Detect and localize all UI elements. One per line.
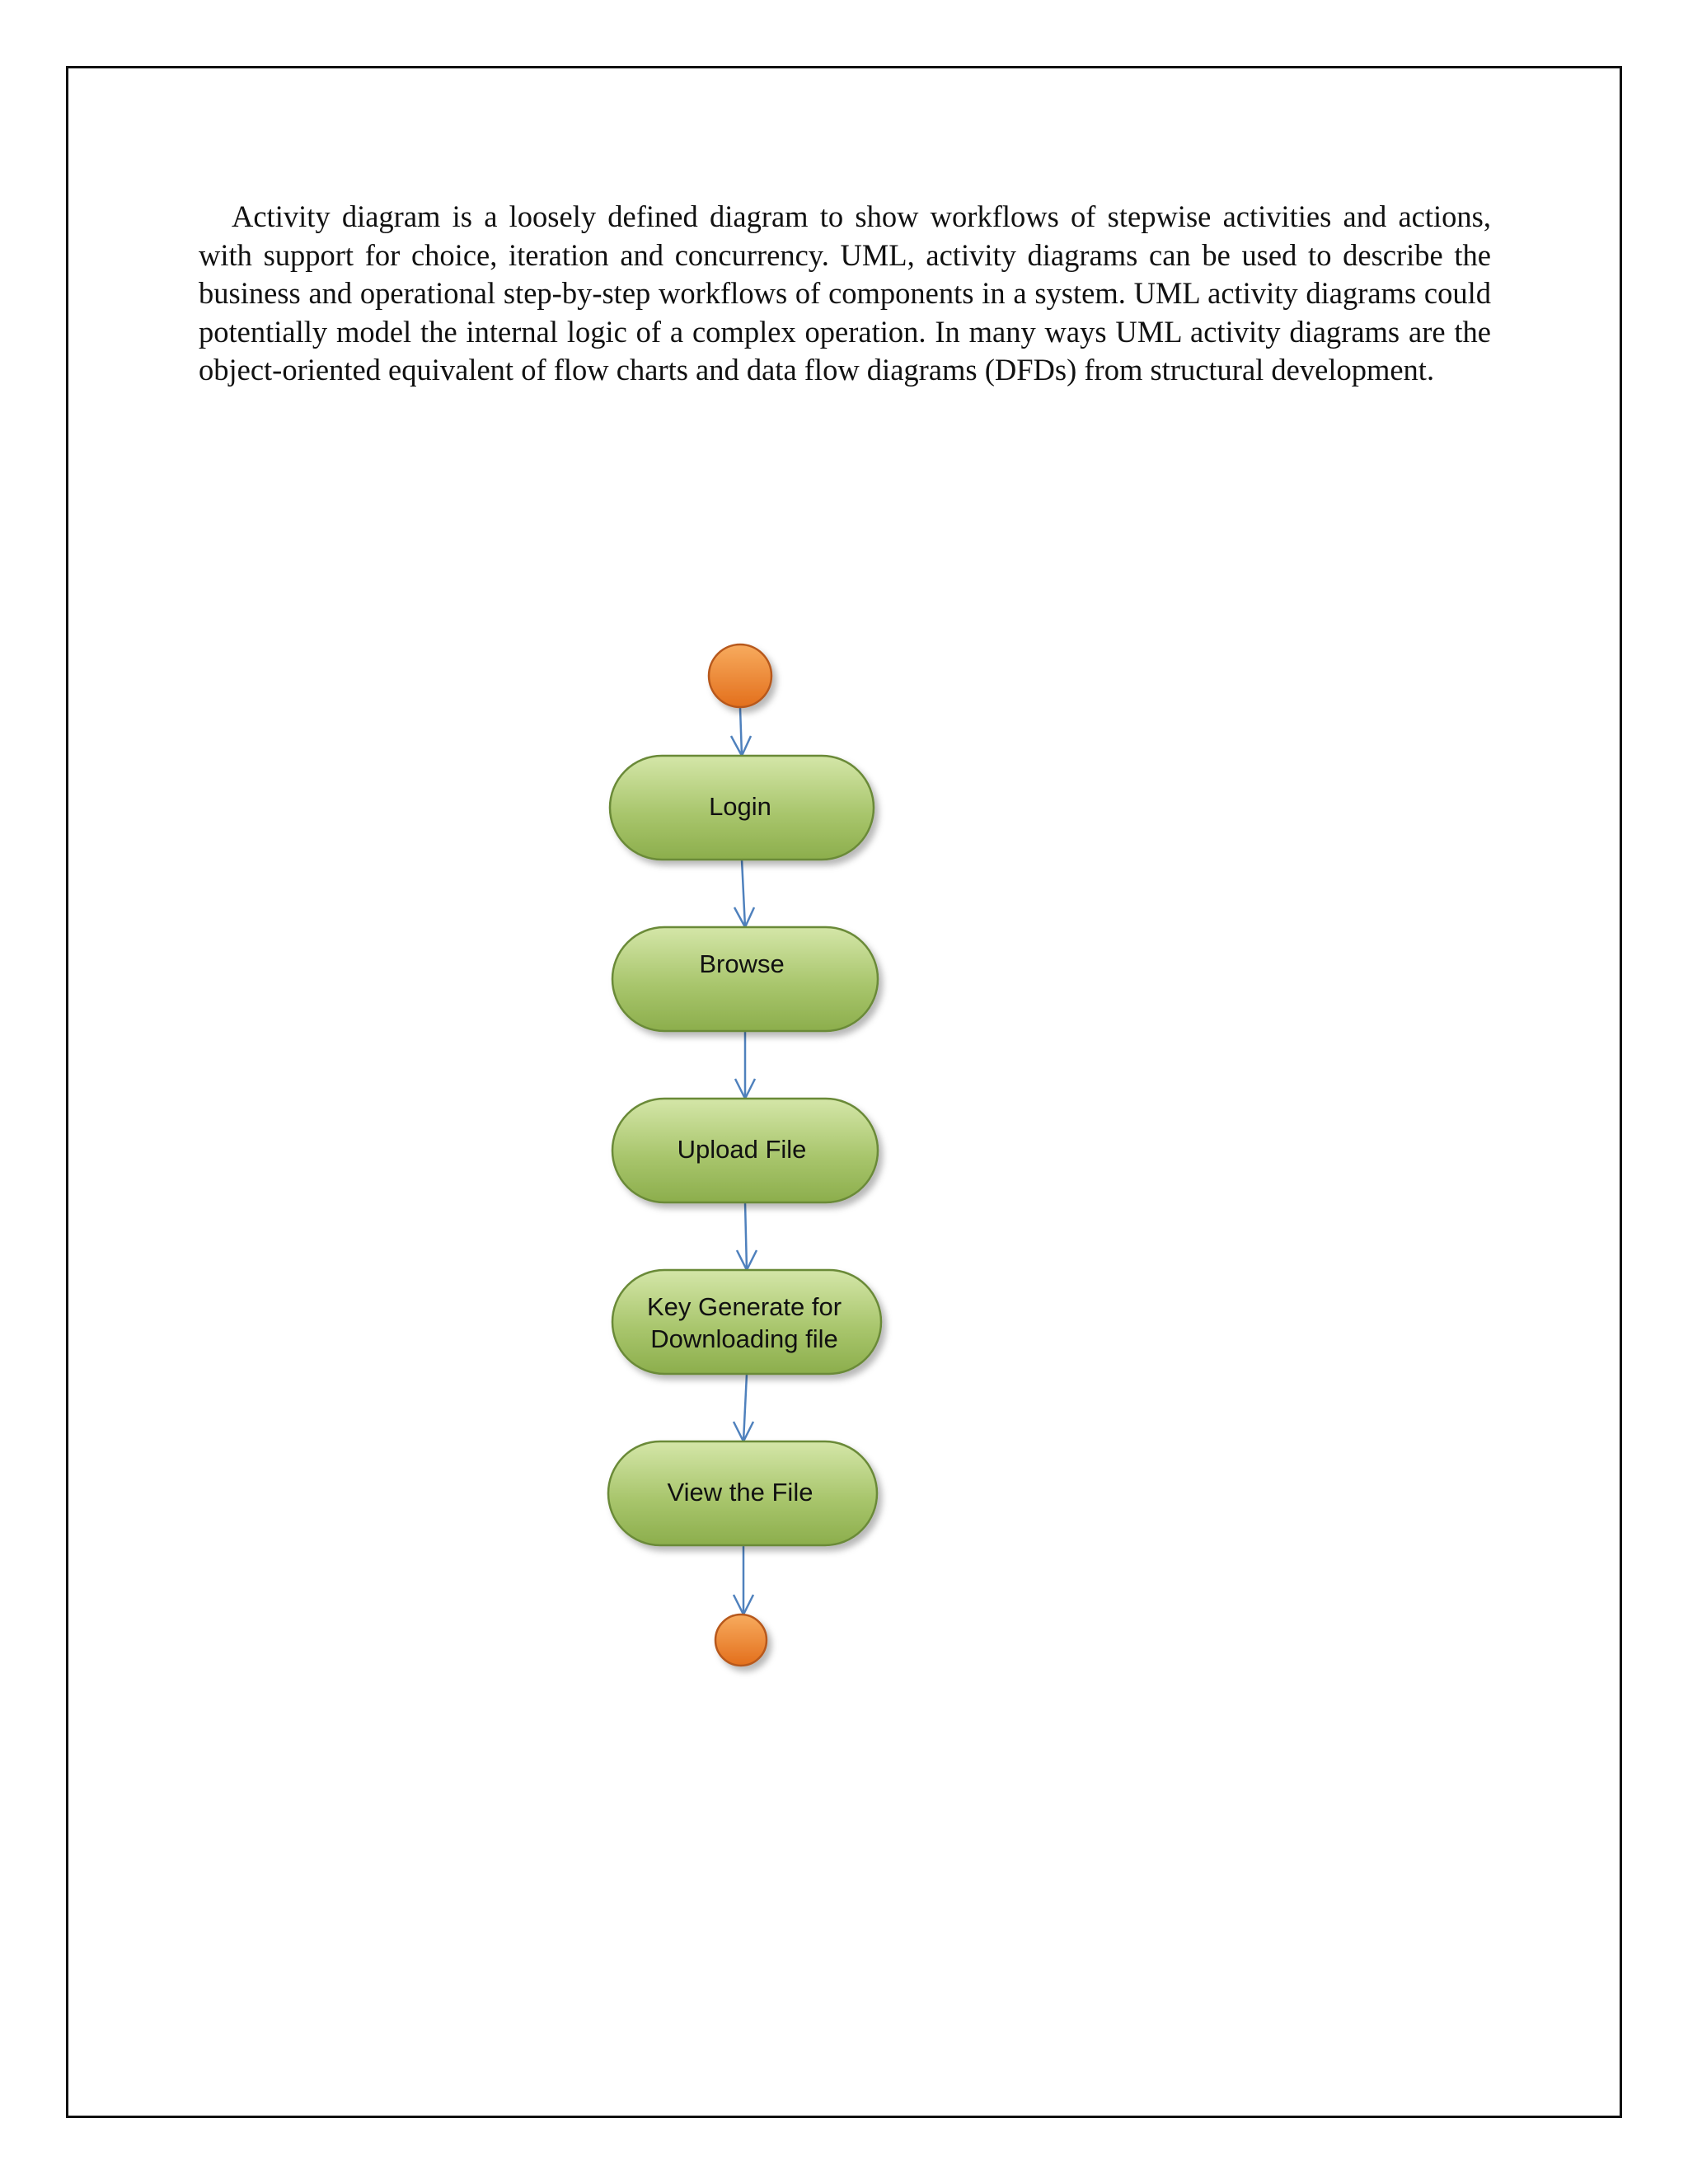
activity-upload-file-label: Upload File: [677, 1135, 807, 1164]
activity-login: [610, 756, 874, 860]
activity-view-file: [608, 1441, 877, 1545]
arrow-view-to-end: [734, 1545, 753, 1615]
arrow-start-to-login: [731, 708, 751, 756]
activity-key-generate-label-line2: Downloading file: [650, 1324, 838, 1353]
final-node: [715, 1615, 767, 1666]
activity-key-generate-label-line1: Key Generate for: [646, 1292, 842, 1321]
activity-view-file-label: View the File: [667, 1478, 814, 1507]
initial-node: [709, 644, 771, 707]
arrow-upload-to-key: [737, 1202, 757, 1270]
intro-paragraph: Activity diagram is a loosely defined diagram to show workflows of stepwise activities and actions, with support for choice, iteration and concurrency. UML, activity diagrams can be used to describe the business and operational step-by-step workflows of components in a system. UML activity diagrams could potentially model the internal logic of a complex operation. In many ways UML activity diagrams are the object-oriented equivalent of flow charts and data flow diagrams (DFDs) from structural development.: [199, 199, 1491, 387]
activity-browse-label: Browse: [699, 949, 785, 978]
arrow-key-to-view: [734, 1374, 753, 1441]
activity-upload-file: [612, 1099, 878, 1202]
arrow-login-to-browse: [734, 860, 754, 927]
arrow-browse-to-upload: [735, 1031, 755, 1099]
activity-key-generate: [612, 1270, 881, 1374]
activity-login-label: Login: [709, 792, 771, 821]
activity-browse: [612, 927, 878, 1031]
